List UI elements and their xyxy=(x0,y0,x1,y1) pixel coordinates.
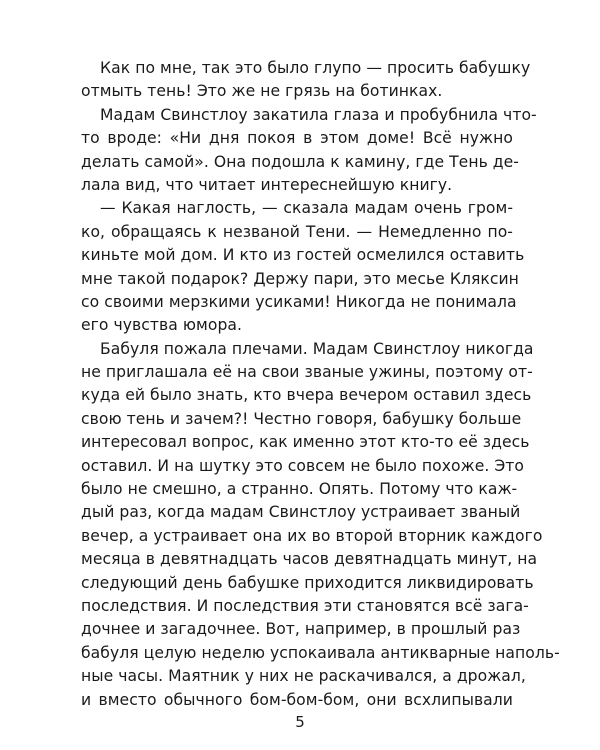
text-line: лала вид, что читает интереснейшую книгу. xyxy=(81,175,453,194)
text-line: ко, обращаясь к незваной Тени. — Немедленно по- xyxy=(81,222,513,241)
text-line: следующий день бабушке приходится ликвидировать xyxy=(81,573,534,592)
page-number: 5 xyxy=(295,713,305,731)
text-line: со своими мерзкими усиками! Никогда не понимала xyxy=(81,292,517,311)
text-line: дочнее и загадочнее. Вот, например, в прошлый раз xyxy=(81,620,521,639)
text-line: не приглашала её на свои званые ужины, поэтому от- xyxy=(81,363,533,382)
text-line: интересовал вопрос, как именно этот кто-то её здесь xyxy=(81,433,530,452)
text-line: оставил. И на шутку это совсем не было похоже. Это xyxy=(81,456,525,475)
text-line: Как по мне, так это было глупо — просить бабушку xyxy=(100,59,531,77)
text-line: Мадам Свинстлоу закатила глаза и пробубнила что- xyxy=(100,105,537,124)
text-line: то вроде: «Ни дня покоя в этом доме! Всё нужно xyxy=(81,129,513,148)
text-line: ные часы. Маятник у них не раскачивался, а дрожал, xyxy=(81,667,526,686)
text-line: бабуля целую неделю успокаивала антикварные наполь- xyxy=(81,643,560,662)
text-line: и вместо обычного бом-бом-бом, они всхлипывали xyxy=(81,690,513,709)
text-line: свою тень и зачем?! Честно говоря, бабушку больше xyxy=(81,409,522,428)
text-line: мне такой подарок? Держу пари, это месье Кляксин xyxy=(81,269,519,288)
text-line: последствия. И последствия эти становятся всё зага- xyxy=(81,596,529,615)
text-line: Бабуля пожала плечами. Мадам Свинстлоу никогда xyxy=(100,339,534,358)
text-line: куда ей было знать, кто вчера вечером оставил здесь xyxy=(81,386,532,405)
text-line: было не смешно, а странно. Опять. Потому что каж- xyxy=(81,480,518,499)
text-line: отмыть тень! Это же не грязь на ботинках. xyxy=(81,82,443,101)
text-line: вечер, а устраивает она их во второй вторник каждого xyxy=(81,526,543,545)
text-line: месяца в девятнадцать часов девятнадцать минут, на xyxy=(81,550,538,569)
text-line: его чувства юмора. xyxy=(81,316,243,335)
text-line: делать самой». Она подошла к камину, где Тень де- xyxy=(81,152,519,171)
text-line: дый раз, когда мадам Свинстлоу устраивает званый xyxy=(81,503,521,522)
text-line: киньте мой дом. И кто из гостей осмелился оставить xyxy=(81,246,525,265)
body-text xyxy=(81,57,560,712)
text-line: — Какая наглость, — сказала мадам очень гром- xyxy=(100,199,513,218)
